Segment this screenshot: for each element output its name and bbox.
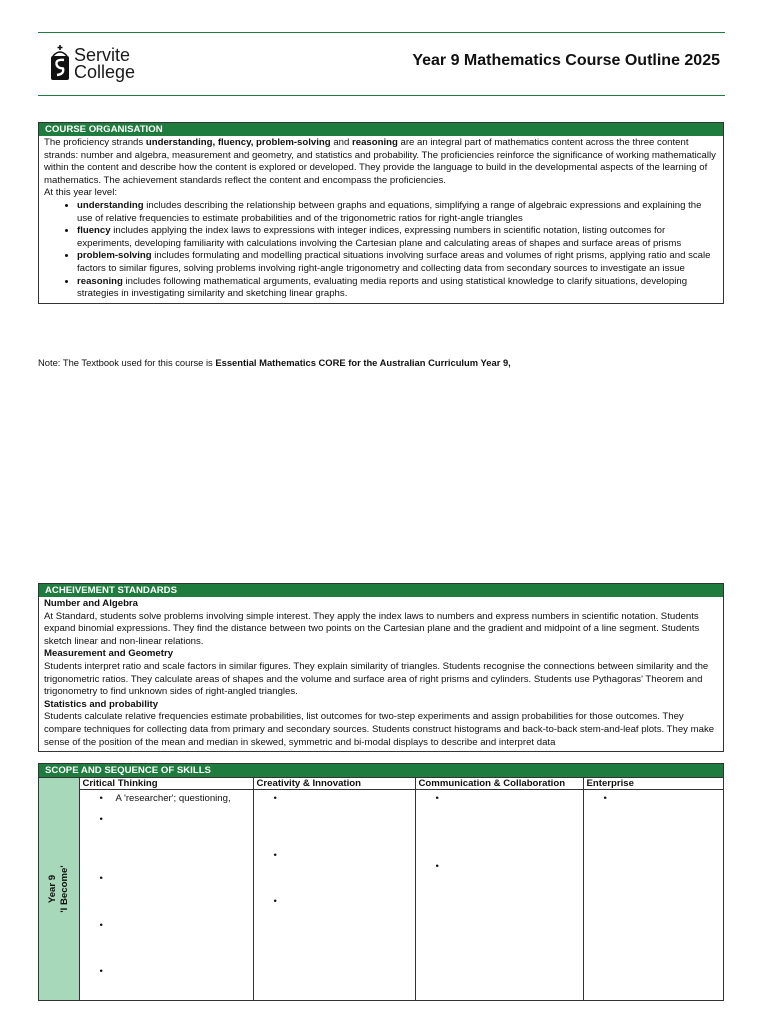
top-rule (38, 32, 725, 33)
list-item: • (273, 850, 277, 861)
crest-icon (49, 44, 71, 82)
section-text: Students interpret ratio and scale factors in similar figures. They explain similarity of triangles. Students recognise the connections between similarity and the trigonometric ratios. They calculate areas of shapes and the volume and surface area of right prisms and cylinders. Students use Pythagoras' Theorem and trigonometry to find unknown sides of right-angled triangles. (44, 660, 709, 698)
section-title: Number and Algebra (44, 598, 138, 609)
list-item: • (435, 793, 439, 804)
list-item: • (603, 793, 607, 804)
achievement-standards-content (39, 597, 723, 751)
column-header: Enterprise (583, 778, 723, 790)
section-title: Statistics and probability (44, 698, 159, 710)
critical-thinking-cell (79, 790, 253, 1001)
section-title: Measurement and Geometry (44, 648, 174, 660)
list-item: • (273, 896, 277, 907)
section-text: Students calculate relative frequencies estimate probabilities, list outcomes for two-step experiments and assign probabilities for those outcomes. They compare techniques for collecting data from primary and secondary sources. Students construct histograms and back-to-back stem-and-leaf plots. They make sense of the position of the mean and median in skewed, symmetric and bi-modal displays to describe and interpret data (44, 711, 715, 748)
column-header: Communication & Collaboration (415, 778, 583, 790)
list-item: • (99, 920, 103, 931)
year-cell (39, 778, 79, 1001)
textbook-note: Note: The Textbook used for this course is Essential Mathematics CORE for the Australian Curriculum Year 9, (38, 357, 511, 368)
column-header: Creativity & Innovation (253, 778, 415, 790)
skills-heading: SCOPE AND SEQUENCE OF SKILLS (39, 764, 723, 777)
course-organisation-content (39, 136, 723, 303)
list-item: • (99, 873, 103, 884)
list-item: • (99, 966, 103, 977)
logo-line-1: Servite (74, 45, 131, 65)
page-title: Year 9 Mathematics Course Outline 2025 (412, 52, 720, 69)
skills-box (38, 763, 724, 1001)
list-item: • fluency includes applying the index laws to expressions with integer indices, expressing numbers in scientific notation, listing outcomes for experiments, developing familiarity with calculations involving the Cartesian plane and calculating areas of shapes and surface areas of prisms (77, 225, 718, 250)
logo-line-2: College (74, 62, 136, 82)
course-organisation-box (38, 122, 724, 304)
list-item: • A 'researcher'; questioning, (99, 793, 231, 804)
section-text: At Standard, students solve problems involving simple interest. They apply the index laws to numbers and express numbers in scientific notation. Students expand binomial expressions. They find the distance between two points on the Cartesian plane and the gradient and midpoint of a line segment. Students sketch linear and non-linear relations. (44, 610, 700, 647)
list-item: • (99, 814, 103, 825)
list-item: • (273, 793, 277, 804)
servite-college-logo (49, 44, 149, 86)
year-label: Year 9 'I Become' (46, 865, 70, 913)
enterprise-cell (583, 790, 723, 1001)
list-item: • reasoning includes following mathematical arguments, evaluating media reports and using statistical knowledge to clarify situations, developing strategies in investigating similarity and sketching linear graphs. (77, 276, 718, 301)
skills-table (39, 777, 723, 1001)
column-header: Critical Thinking (79, 778, 253, 790)
list-item: • problem-solving includes formulating and modelling practical situations involving surface areas and volumes of right prisms, applying ratio and scale factors to similar figures, solving problems involving right-angle trigonometry and collecting data from secondary sources to investigate an issue (77, 250, 718, 275)
at-this-year-level: At this year level: (44, 187, 118, 199)
course-organisation-heading: COURSE ORGANISATION (39, 123, 723, 136)
list-item: • (435, 861, 439, 872)
header-bottom-rule (38, 95, 725, 96)
communication-collaboration-cell (415, 790, 583, 1001)
achievement-standards-box (38, 583, 724, 752)
creativity-innovation-cell (253, 790, 415, 1001)
course-organisation-intro: The proficiency strands understanding, fluency, problem-solving and reasoning are an integral part of mathematics content across the three content strands: number and algebra, measurement and geometry, and statistics and probability. The proficiencies reinforce the significance of working mathematically within the content and describe how the content is explored or developed. They provide the language to build in the developmental aspects of the learning of mathematics. The achievement standards reflect the content and encompass the proficiencies. (44, 137, 716, 186)
achievement-standards-heading: ACHEIVEMENT STANDARDS (39, 584, 723, 597)
list-item: • understanding includes describing the relationship between graphs and equations, simplifying a range of algebraic expressions and explaining the use of relative frequencies to estimate probabilities and of the trigonometric ratios for right-angle triangles (77, 200, 718, 225)
proficiency-list (44, 200, 718, 301)
